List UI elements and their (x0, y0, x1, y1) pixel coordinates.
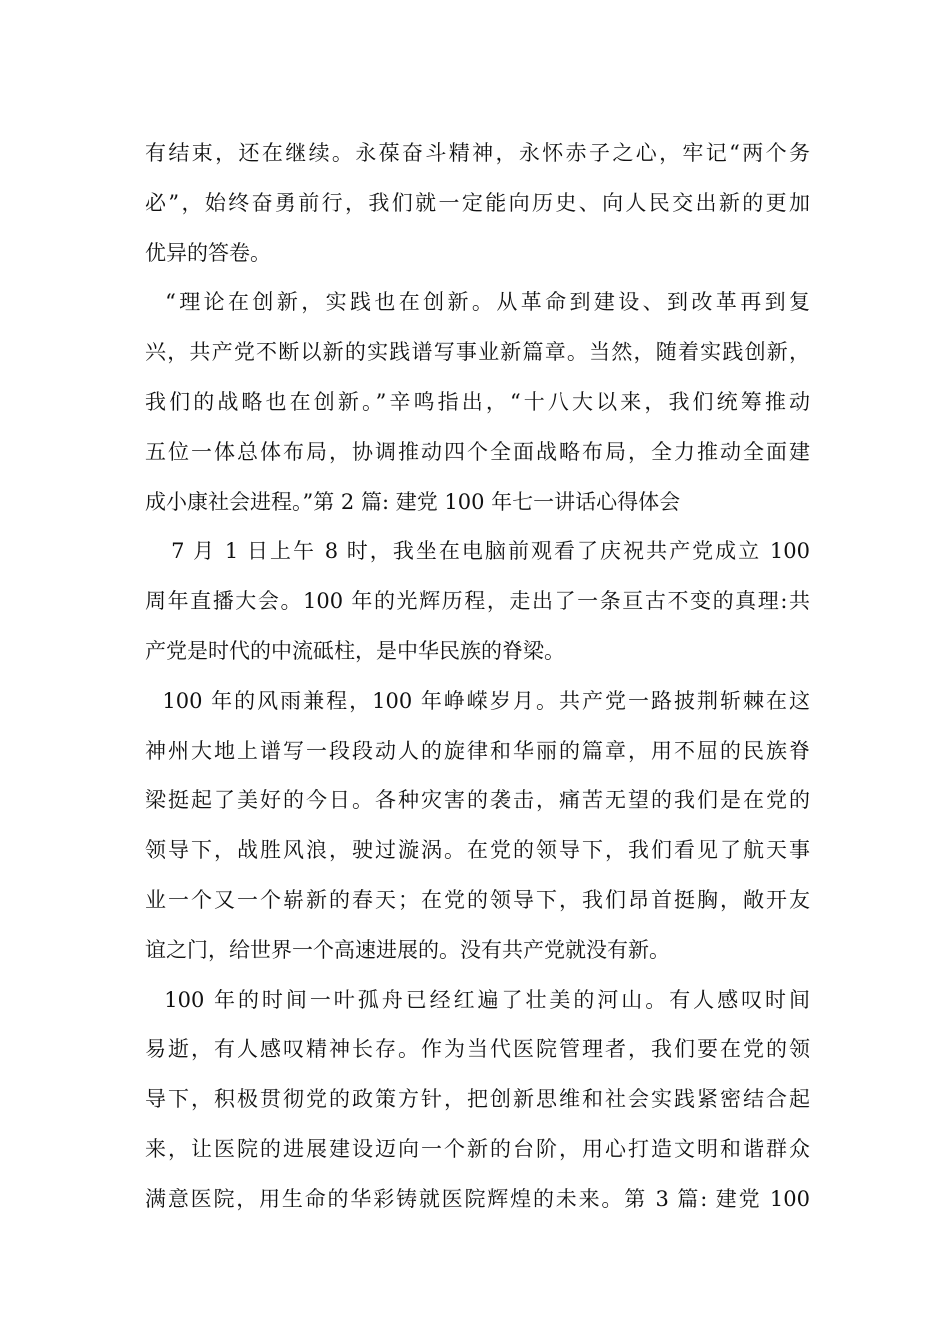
text-line: “理论在创新，实践也在创新。从革命到建设、到改革再到复 (145, 290, 810, 315)
text-line: 满意医院，用生命的华彩铸就医院辉煌的未来。第 3 篇: 建党 100 (145, 1186, 810, 1211)
body-text (145, 133, 810, 1229)
text-line: 领导下，战胜风浪，驶过漩涡。在党的领导下，我们看见了航天事 (145, 838, 810, 863)
text-line: 梁挺起了美好的今日。各种灾害的袭击，痛苦无望的我们是在党的 (145, 788, 810, 813)
text-line: 有结束，还在继续。永葆奋斗精神，永怀赤子之心，牢记“两个务 (145, 141, 810, 165)
text-line: 谊之门，给世界一个高速进展的。没有共产党就没有新。 (145, 937, 670, 962)
text-line: 兴，共产党不断以新的实践谱写事业新篇章。当然，随着实践创新， (145, 340, 810, 365)
text-line: 神州大地上谱写一段段动人的旋律和华丽的篇章，用不屈的民族脊 (145, 738, 810, 763)
text-line: 我们的战略也在创新。”辛鸣指出，“十八大以来，我们统筹推动 (145, 389, 810, 414)
text-line: 来，让医院的进展建设迈向一个新的台阶，用心打造文明和谐群众 (145, 1136, 810, 1161)
text-line: 易逝，有人感叹精神长存。作为当代医院管理者，我们要在党的领 (145, 1037, 810, 1062)
text-line: 导下，积极贯彻党的政策方针，把创新思维和社会实践紧密结合起 (145, 1087, 810, 1112)
text-line: 业一个又一个崭新的春天；在党的领导下，我们昂首挺胸，敞开友 (145, 887, 810, 912)
text-line: 100 年的风雨兼程，100 年峥嵘岁月。共产党一路披荆斩棘在这 (145, 688, 810, 713)
text-line: 优异的答卷。 (145, 240, 271, 265)
text-line: 五位一体总体布局，协调推动四个全面战略布局，全力推动全面建 (145, 439, 810, 464)
text-line: 周年直播大会。100 年的光辉历程，走出了一条亘古不变的真理:共 (145, 589, 810, 614)
text-line: 7 月 1 日上午 8 时，我坐在电脑前观看了庆祝共产党成立 100 (145, 539, 810, 564)
text-line: 必”，始终奋勇前行，我们就一定能向历史、向人民交出新的更加 (145, 190, 810, 215)
text-line: 产党是时代的中流砥柱，是中华民族的脊梁。 (145, 638, 565, 663)
text-line: 成小康社会进程。”第 2 篇: 建党 100 年七一讲话心得体会 (145, 489, 681, 514)
text-line: 100 年的时间一叶孤舟已经红遍了壮美的河山。有人感叹时间 (145, 987, 810, 1012)
